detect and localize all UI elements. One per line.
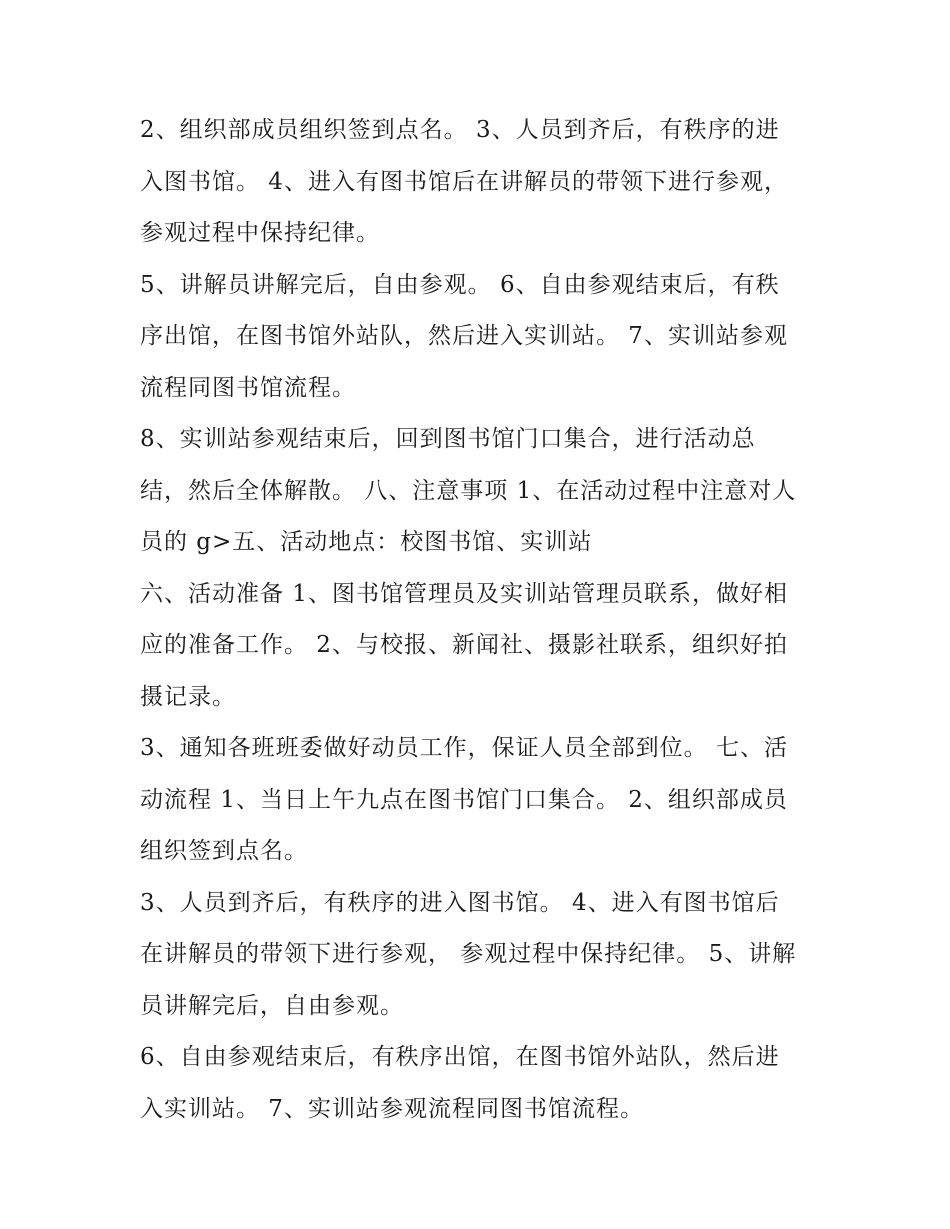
text-line: 摄记录。 (140, 683, 236, 710)
paragraph-2 (140, 263, 820, 418)
text-line: 流程同图书馆流程。 (140, 374, 356, 401)
paragraph-1 (140, 108, 820, 263)
paragraph-3 (140, 417, 820, 572)
paragraph-6 (140, 881, 820, 1036)
text-line: 序出馆，在图书馆外站队，然后进入实训站。 7、实训站参观 (140, 323, 788, 349)
text-line: 3、人员到齐后，有秩序的进入图书馆。 4、进入有图书馆后 (140, 889, 780, 916)
text-line: 8、实训站参观结束后，回到图书馆门口集合，进行活动总 (140, 426, 756, 452)
paragraph-5 (140, 726, 820, 881)
text-line: 入图书馆。 4、进入有图书馆后在讲解员的带领下进行参观， (140, 168, 788, 195)
text-line: 在讲解员的带领下进行参观， 参观过程中保持纪律。 5、讲解 (140, 941, 797, 967)
text-line: 3、通知各班班委做好动员工作，保证人员全部到位。 七、活 (140, 735, 788, 761)
text-line: 应的准备工作。 2、与校报、新闻社、摄影社联系，组织好拍 (140, 632, 788, 658)
text-line: 员讲解完后，自由参观。 (140, 992, 404, 1019)
paragraph-4 (140, 572, 820, 727)
text-line: 5、讲解员讲解完后，自由参观。 6、自由参观结束后，有秩 (140, 271, 780, 298)
text-line: 6、自由参观结束后，有秩序出馆，在图书馆外站队，然后进 (140, 1044, 780, 1070)
document-body (140, 108, 820, 1138)
text-line: 2、组织部成员组织签到点名。 3、人员到齐后，有秩序的进 (140, 117, 780, 143)
text-line: 六、活动准备 1、图书馆管理员及实训站管理员联系，做好相 (140, 580, 788, 607)
text-line: 动流程 1、当日上午九点在图书馆门口集合。 2、组织部成员 (140, 786, 788, 813)
text-line: 组织签到点名。 (140, 838, 308, 864)
paragraph-7 (140, 1035, 820, 1138)
text-line: 参观过程中保持纪律。 (140, 220, 380, 246)
text-line: 入实训站。 7、实训站参观流程同图书馆流程。 (140, 1095, 644, 1122)
text-line: 结，然后全体解散。 八、注意事项 1、在活动过程中注意对人 (140, 477, 797, 504)
text-line: 员的 g>五、活动地点：校图书馆、实训站 (140, 529, 593, 555)
